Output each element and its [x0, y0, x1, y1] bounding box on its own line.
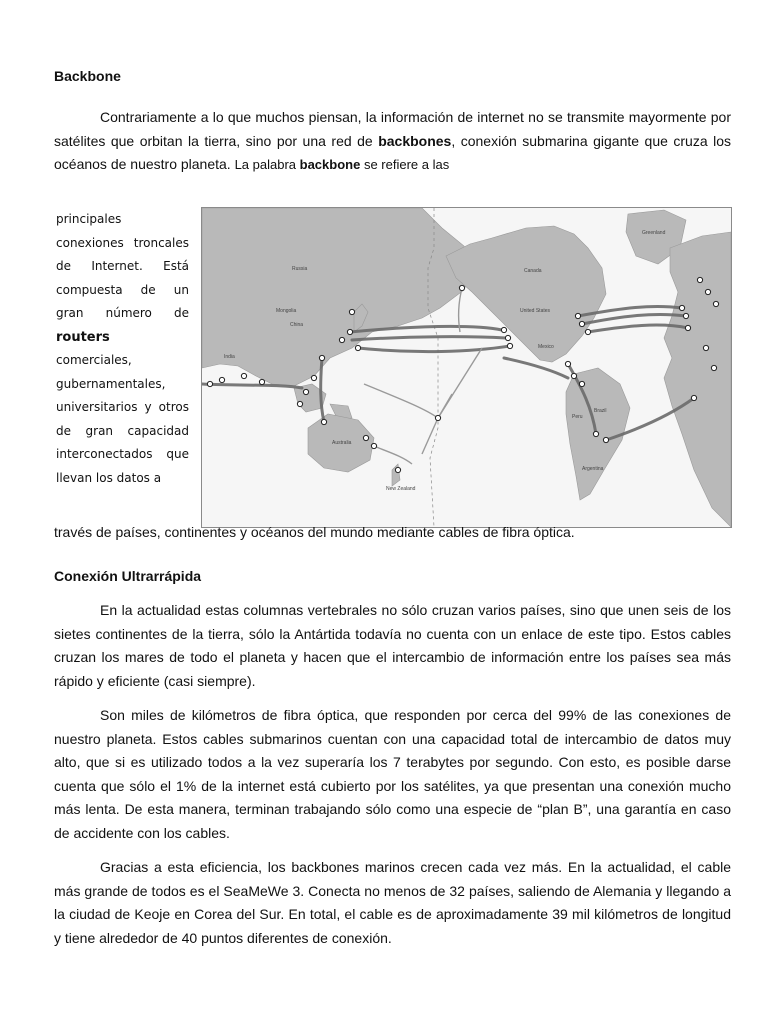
map-label-china: China — [290, 322, 304, 328]
side-text-2: comerciales, gubernamentales, universitarios y otros de gran capacidad interconectados que llevan los datos a — [56, 353, 189, 485]
map-label-india: India — [224, 354, 235, 360]
intro-text-4: se refiere a las — [360, 157, 450, 172]
node — [565, 361, 570, 366]
node — [705, 289, 710, 294]
map-label-russia: Russia — [292, 266, 308, 272]
node — [703, 345, 708, 350]
node — [683, 313, 688, 318]
map-label-canada: Canada — [524, 268, 542, 274]
node — [435, 415, 440, 420]
node — [219, 377, 224, 382]
map-label-argentina: Argentina — [582, 466, 604, 472]
node — [679, 305, 684, 310]
node — [685, 325, 690, 330]
map-label-peru: Peru — [572, 414, 583, 420]
node — [319, 355, 324, 360]
node — [321, 419, 326, 424]
intro-text-1: Contrariamente a lo que muchos piensan, la información de internet no se transmite mayormente por satélites que orbitan la tierra, sino por una red de — [54, 109, 731, 149]
map-label-us: United States — [520, 308, 551, 314]
intro-bold-backbones: backbones — [378, 132, 452, 149]
side-bold-routers: routers — [56, 329, 110, 345]
map-label-mongolia: Mongolia — [276, 308, 297, 314]
node — [501, 327, 506, 332]
intro-text-2: , conexión submarina gigante que cruza los océanos de nuestro planeta. — [54, 132, 732, 172]
europe-africa-landmass — [664, 232, 731, 527]
paragraph-1: En la actualidad estas columnas vertebrales no sólo cruzan varios países, sino que unen seis de los sietes continentes de la tierra, sólo la Antártida todavía no cuenta con un enlace de este tipo. Estos cables cruzan los mares de todo el planeta y hacen que el intercambio de información entre los países sea más rápido y eficiente (casi siempre). — [54, 602, 731, 689]
world-map-svg — [202, 208, 731, 527]
cable-thin-6 — [438, 348, 482, 418]
cable-asia-australia — [321, 358, 324, 422]
map-label-greenland: Greenland — [642, 230, 666, 236]
section-title-ultrarrapida: Conexión Ultrarrápida — [54, 568, 202, 584]
node — [691, 395, 696, 400]
node — [241, 373, 246, 378]
node — [579, 381, 584, 386]
node — [593, 431, 598, 436]
node — [355, 345, 360, 350]
paragraph-3: Gracias a esta eficiencia, los backbones marinos crecen cada vez más. En la actualidad, el cable más grande de todos es el SeaMeWe 3. Conecta no menos de 32 países, saliendo de Alemania y llegando a la ciudad de Keoje en Corea del Sur. En total, el cable es de aproximadamente 39 mil kilómetros de longitud y tiene alrededor de 40 puntos diferentes de conexión. — [54, 859, 731, 946]
intro-bold-backbone: backbone — [299, 157, 361, 172]
map-label-mexico: Mexico — [538, 344, 554, 350]
node — [347, 329, 352, 334]
map-label-nz: New Zealand — [386, 486, 416, 492]
side-text-1: principales conexiones troncales de Internet. Está compuesta de un gran número de — [56, 212, 189, 320]
node — [697, 277, 702, 282]
node — [297, 401, 302, 406]
wrap-continuation: través de países, continentes y océanos del mundo mediante cables de fibra óptica. — [54, 524, 575, 540]
paragraph-2: Son miles de kilómetros de fibra óptica, que responden por cerca del 99% de las conexiones de nuestro planeta. Estos cables submarinos cuentan con una capacidad total de intercambio de datos muy alto, que si es utilizado todos a la vez superaría los 7 terabytes por segundo. Con esto, es posible darse cuenta que sólo el 1% de la internet está cubierto por los satélites, ya que presentan una conexión mucho más lenta. De esta manera, terminan trabajando sólo como una especie de “plan B”, una garantía en caso de accidente con los cables. — [54, 707, 731, 841]
node — [507, 343, 512, 348]
map-label-brazil: Brazil — [594, 408, 607, 414]
cable-transpacific-3 — [358, 346, 510, 352]
cable-transpacific-2 — [352, 337, 506, 340]
node — [571, 373, 576, 378]
cable-pacific-southamerica — [504, 358, 568, 378]
eurasia-landmass — [202, 208, 472, 386]
wrapped-side-text — [56, 208, 189, 490]
node — [303, 389, 308, 394]
cable-thin-1 — [364, 384, 438, 418]
cable-thin-4 — [374, 446, 412, 464]
node — [603, 437, 608, 442]
map-label-australia: Australia — [332, 440, 352, 446]
intro-paragraph — [54, 106, 731, 177]
node — [349, 309, 354, 314]
node — [339, 337, 344, 342]
node — [395, 467, 400, 472]
backbone-cable-map — [201, 207, 732, 528]
node — [363, 435, 368, 440]
node — [371, 443, 376, 448]
node — [585, 329, 590, 334]
intro-text-3: La palabra — [234, 157, 300, 172]
northamerica-landmass — [446, 226, 606, 362]
node — [459, 285, 464, 290]
node — [711, 365, 716, 370]
node — [575, 313, 580, 318]
node — [713, 301, 718, 306]
node — [579, 321, 584, 326]
node — [505, 335, 510, 340]
node — [311, 375, 316, 380]
node — [207, 381, 212, 386]
section-title-backbone: Backbone — [54, 68, 121, 84]
node — [259, 379, 264, 384]
